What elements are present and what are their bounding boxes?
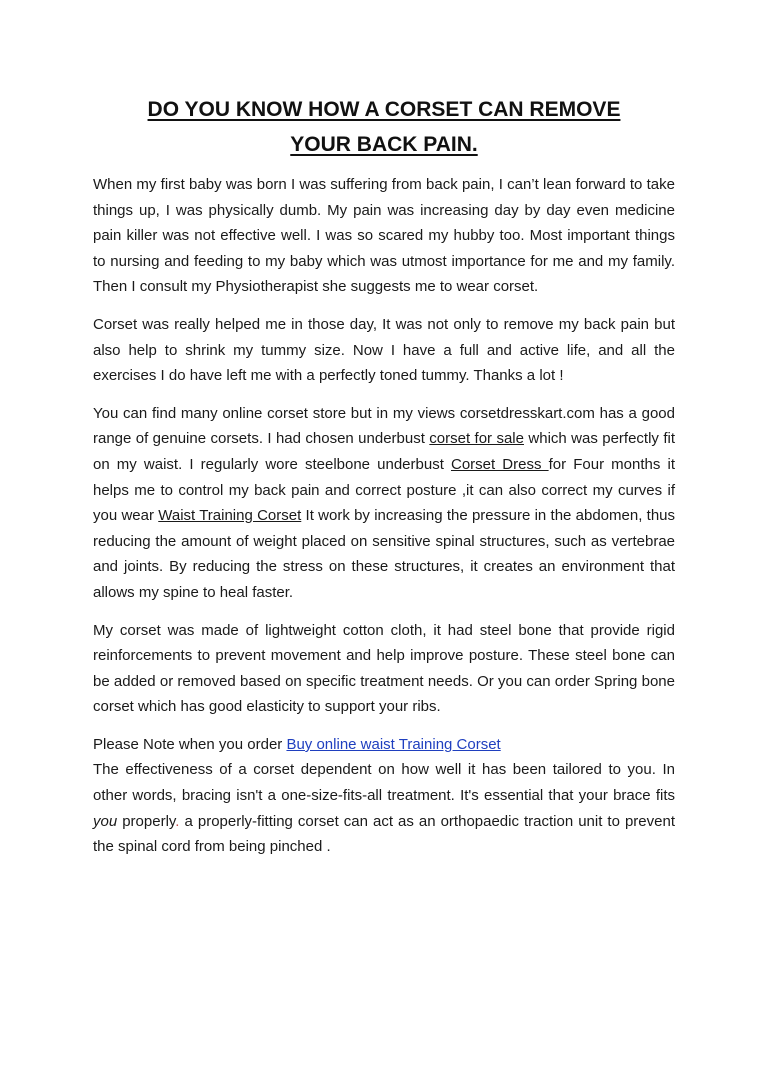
paragraph-3 [93, 401, 675, 606]
p5-text-4: a properly-fitting corset can act as an orthopaedic traction unit to prevent the spinal cord from being pinched . [93, 812, 675, 856]
corset-for-sale-link[interactable]: corset for sale [429, 430, 524, 448]
paragraph-5 [93, 732, 675, 860]
buy-online-waist-training-corset-link[interactable]: Buy online waist Training Corset [286, 735, 501, 753]
document-title [93, 92, 675, 162]
title-line-1: DO YOU KNOW HOW A CORSET CAN REMOVE [147, 98, 621, 121]
title-line-2: YOUR BACK PAIN. [290, 133, 478, 156]
p5-emphasis-you: you [93, 812, 118, 830]
p3-text-3: for Four months it helps me to control my back pain and correct posture ,it can also correct my curves if you wear [93, 455, 675, 525]
paragraph-2: Corset was really helped me in those day, It was not only to remove my back pain but also help to shrink my tummy size. Now I have a full and active life, and all the exercises I do have left me with a perfectly toned tummy. Thanks a lot ! [93, 315, 675, 385]
p3-text-2: which was perfectly fit on my waist. I regularly wore steelbone underbust [93, 430, 675, 473]
waist-training-corset-link[interactable]: Waist Training Corset [158, 507, 302, 525]
p3-text-4: It work by increasing the pressure in the abdomen, thus reducing the amount of weight placed on sensitive spinal structures, such as vertebrae and joints. By reducing the stress on these structures, it creates an environment that allows my spine to heal faster. [93, 507, 675, 601]
document-page [93, 92, 675, 872]
paragraph-4: My corset was made of lightweight cotton cloth, it had steel bone that provide rigid reinforcements to prevent movement and help improve posture. These steel bone can be added or removed based on specific treatment needs. Or you can order Spring bone corset which has good elasticity to support your ribs. [93, 621, 675, 716]
p5-text-3: properly [117, 812, 176, 830]
p5-text-1: Please Note when you order [93, 735, 287, 753]
p5-text-2: The effectiveness of a corset dependent on how well it has been tailored to you. In other words, bracing isn't a one-size-fits-all treatment. It's essential that your brace fits [93, 761, 675, 805]
paragraph-1: When my first baby was born I was suffering from back pain, I can’t lean forward to take things up, I was physically dumb. My pain was increasing day by day even medicine pain killer was not effective well. I was so scared my hubby too. Most important things to nursing and feeding to my baby which was utmost importance for me and my family. Then I consult my Physiotherapist she suggests me to wear corset. [93, 176, 675, 296]
corset-dress-link[interactable]: Corset Dress [450, 455, 549, 473]
p5-period-mark: . [175, 812, 180, 830]
p3-text-1: You can find many online corset store but in my views corsetdresskart.com has a good range of genuine corsets. I had chosen underbust [93, 404, 675, 448]
